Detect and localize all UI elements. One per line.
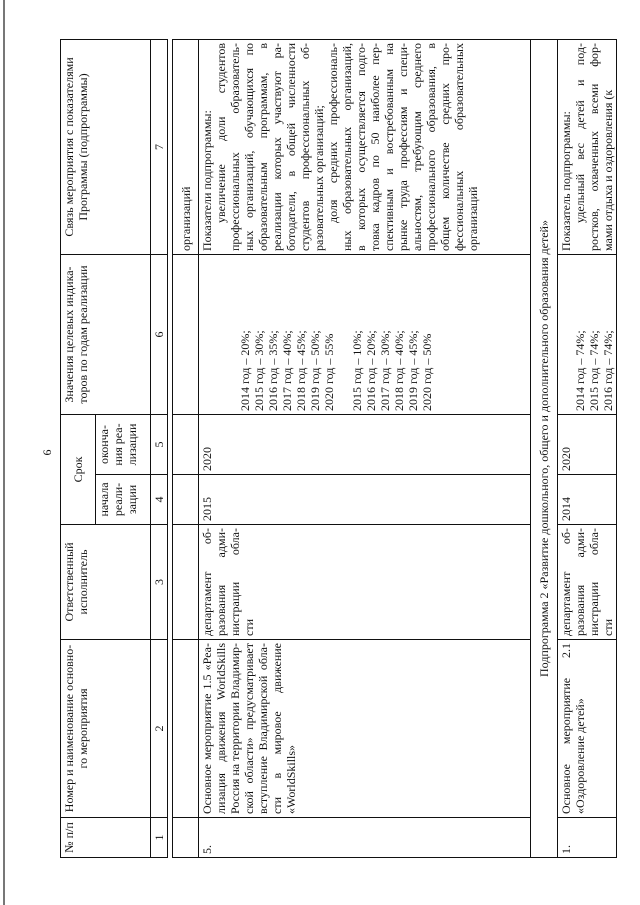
target-value: 2015 год – 30%; (252, 330, 266, 411)
target-values (558, 255, 617, 415)
text-line: альностям, требующим среднего (410, 43, 424, 251)
event-name (558, 640, 617, 818)
text-line: увеличение доли студентов (214, 43, 228, 223)
text-line: «WorldSkills» (284, 744, 298, 814)
link-indicators (199, 40, 531, 255)
table-row-continuation (173, 40, 199, 858)
text-line: ростков, охваченных всеми фор- (587, 43, 601, 251)
text-line: в которых осуществляется подго- (354, 43, 368, 251)
target-values (199, 255, 531, 415)
text-line: спективным и востребованным на (382, 43, 396, 251)
table-header (60, 39, 168, 858)
text-line: вступление Владимирской обла- (256, 643, 270, 814)
text-line: ных образовательных организаций, (340, 43, 354, 251)
header-number: № п/п (61, 818, 151, 858)
text-line: Основное мероприятие 1.5 «Реа- (200, 643, 214, 814)
text-line: фессиональных образовательных (452, 43, 466, 251)
text-line: профессионального образования, в (424, 43, 438, 251)
header-link: Связь мероприятия с показателями Программы (подпрограммы) (61, 40, 151, 255)
row-number: 5. (199, 818, 531, 858)
text-line: Показатели подпрограммы: (200, 110, 214, 251)
end-year: 2020 (199, 415, 531, 475)
end-year: 2020 (558, 415, 617, 475)
target-value: 2015 год – 74%; (587, 330, 601, 411)
column-number: 7 (151, 40, 168, 255)
text-line: товка кадров по 50 наиболее пер- (368, 43, 382, 251)
text-line: департамент об- (200, 528, 214, 636)
text-line: ской области» предусматривает (242, 643, 256, 814)
target-value: 2020 год – 50% (420, 333, 434, 411)
text-line: студентов профессиональных об- (298, 43, 312, 251)
target-value: 2014 год – 20%; (238, 330, 252, 411)
text-line: сти (242, 619, 256, 636)
header-start: начала реали-зации (96, 475, 151, 525)
target-value: 2018 год – 45%; (294, 330, 308, 411)
target-value: 2014 год – 74%; (573, 330, 587, 411)
target-group-1 (238, 258, 336, 411)
target-value: 2015 год – 10%; (350, 330, 364, 411)
target-group-2 (350, 258, 434, 411)
executor (558, 525, 617, 640)
text-line: разования адми- (573, 528, 587, 636)
text-line: департамент об- (559, 528, 573, 636)
text-line: реализации которых участвуют ра- (270, 43, 284, 251)
text-line: нистрации обла- (587, 528, 601, 636)
header-term: Срок (61, 415, 96, 525)
text-line: разования адми- (214, 528, 228, 636)
text-line: ных организаций, обучающихся по (242, 43, 256, 251)
target-value: 2019 год – 50%; (308, 330, 322, 411)
start-year: 2015 (199, 475, 531, 525)
text-line: образовательным программам, в (256, 43, 270, 251)
text-line: ботодатели, в общей численности (284, 43, 298, 251)
column-number: 6 (151, 255, 168, 415)
event-name (199, 640, 531, 818)
text-line: удельный вес детей и под- (573, 43, 587, 223)
text-line: мами отдыха и оздоровления (к (601, 89, 615, 251)
text-line: Россия на территории Владимир- (228, 643, 242, 814)
link-continuation: организаций (173, 40, 199, 255)
text-line: сти в мировое движение (270, 643, 284, 814)
start-year: 2014 (558, 475, 617, 525)
text-line: нистрации обла- (228, 528, 242, 636)
target-value: 2019 год – 45%; (406, 330, 420, 411)
target-value: 2016 год – 35%; (266, 330, 280, 411)
target-value: 2017 год – 40%; (280, 330, 294, 411)
text-line: сти (601, 619, 615, 636)
target-value: 2017 год – 30%; (378, 330, 392, 411)
page-number: 6 (40, 449, 54, 456)
text-line: рынке труда профессиям и специ- (396, 43, 410, 251)
header-targets: Значения целевых индика-торов по годам реализации (61, 255, 151, 415)
text-line: доля средних профессиональ- (326, 43, 340, 223)
executor (199, 525, 531, 640)
link-indicators (558, 40, 617, 255)
target-value: 2016 год – 74%; (601, 330, 615, 411)
text-line: «Оздоровление детей» (573, 698, 587, 814)
header-end: оконча-ния реа-лизации (96, 415, 151, 475)
target-value: 2018 год – 40%; (392, 330, 406, 411)
subprogram-title: Подпрограмма 2 «Развитие дошкольного, общего и дополнительного образования детей» (531, 40, 558, 858)
table-body (172, 39, 617, 858)
column-number: 5 (151, 415, 168, 475)
column-number: 4 (151, 475, 168, 525)
column-number: 2 (151, 640, 168, 818)
table-row (558, 40, 617, 858)
table-row (199, 40, 531, 858)
column-number: 3 (151, 525, 168, 640)
text-line: профессиональных образователь- (228, 43, 242, 251)
target-value: 2016 год – 20%; (364, 330, 378, 411)
text-line: общем количестве средних про- (438, 43, 452, 251)
text-line: разовательных организаций; (312, 105, 326, 251)
row-number: 1. (558, 818, 617, 858)
header-name: Номер и наименование основно-го мероприятия (61, 640, 151, 818)
header-executor: Ответственный исполнитель (61, 525, 151, 640)
text-line: лизация движения WorldSkills (214, 643, 228, 814)
column-number: 1 (151, 818, 168, 858)
target-group (573, 258, 615, 411)
text-line: Показатель подпрограммы: (559, 111, 573, 251)
text-line: Основное мероприятие 2.1 (559, 643, 573, 814)
text-line: организаций (466, 186, 480, 251)
target-value: 2020 год – 55% (322, 333, 336, 411)
